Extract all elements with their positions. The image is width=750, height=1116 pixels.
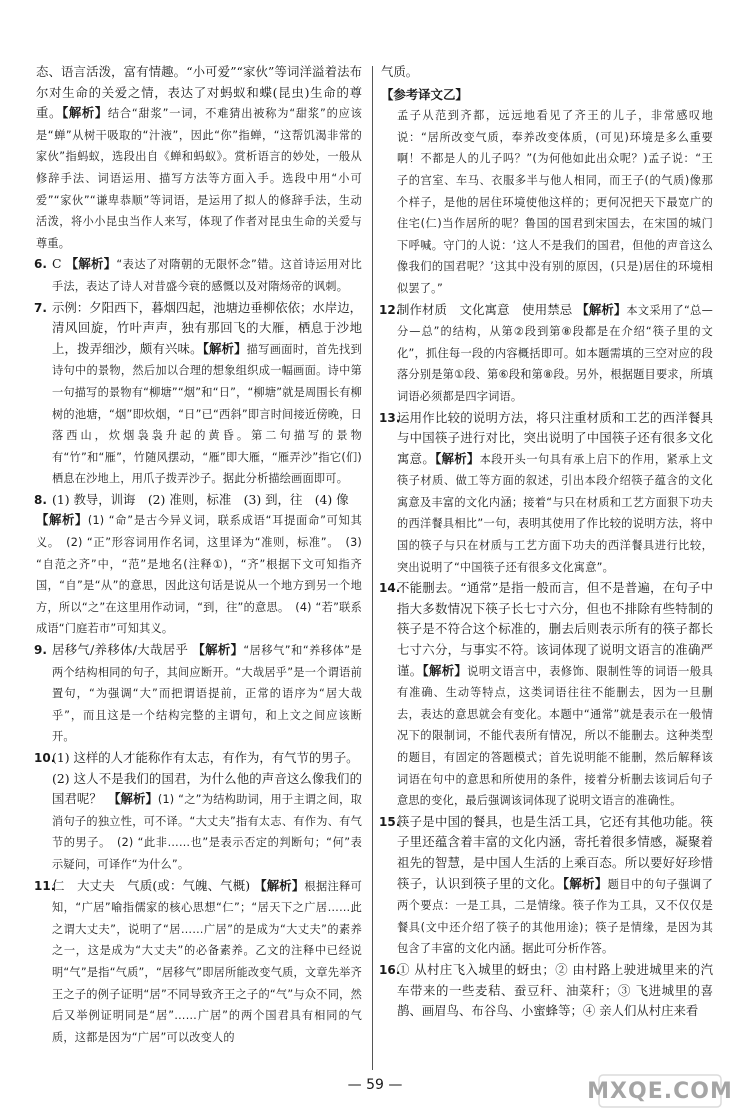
answer-text: 气质。 bbox=[381, 64, 419, 79]
paragraph bbox=[36, 62, 362, 254]
label-tag: 【解析】 bbox=[192, 642, 244, 658]
explanation-text: 本文采用了“总—分—总”的结构，从第②段到第⑧段都是在介绍“筷子里的文化”，抓住每一段的内容概括即可。如本题需填的三空对应的段落分别是第①段、第⑥段和第⑧段。另外，根据题目要求，所填词语必须都是四字词语。 bbox=[397, 303, 713, 403]
answer-item bbox=[381, 812, 713, 960]
column-divider bbox=[372, 66, 373, 1070]
answer-text: 筷子是中国的餐具，也是生活工具，它还有其他功能。筷子里还蕴含着丰富的文化内涵，寄托着很多情感，凝聚着祖先的智慧，是中国人生活的上乘百态。所以要好好珍惜筷子，认识到筷子里的文化。 bbox=[397, 813, 713, 891]
question-number: 14. bbox=[379, 581, 401, 596]
explanation-text: “表达了对隋朝的无限怀念”错。这首诗运用对比手法，表达了诗人对昔盛今衰的感慨以及对隋炀帝的讽刺。 bbox=[52, 258, 363, 293]
watermark-logo bbox=[587, 1074, 733, 1108]
section-title bbox=[381, 85, 713, 106]
label-tag: 【解析】 bbox=[36, 512, 88, 528]
label-tag: 【解析】 bbox=[576, 301, 627, 317]
label-tag: 【解析】 bbox=[62, 105, 108, 121]
label-tag: 【解析】 bbox=[422, 662, 468, 678]
explanation-text: (1) “命”是古今异义词，联系成语“耳提面命”可知其义。 (2) “正”形容词用作名词，这里译为“准则，标准”。 (3) “自范之齐”中，“范”是地名(注释①)，“齐”根据下文可知指齐国，“自”是“从”的意思，因此这句话是说从一个地方到另一个地方，所以“之”在这里用作动词，“到，往”的意思。 (4) “若”联系成语“门庭若市”可知其义。 bbox=[36, 514, 362, 636]
label-tag: 【参考译文乙】 bbox=[381, 86, 468, 102]
answer-text: 制作材质 文化寓意 使用禁忌 bbox=[397, 301, 577, 317]
question-number: 15. bbox=[379, 814, 401, 829]
answer-text: (1) 教导，训诲 (2) 准则，标准 (3) 到，往 (4) 像 bbox=[52, 491, 349, 507]
answer-text: C bbox=[52, 256, 66, 272]
answer-text: ① 从村庄飞入城里的蚜虫；② 由村路上驶进城里来的汽车带来的一些麦秸、蚕豆秆、油菜秆；③ 飞进城里的喜鹊、画眉鸟、布谷鸟、小蜜蜂等；④ 亲人们从村庄来看 bbox=[397, 961, 713, 1019]
answer-item bbox=[381, 960, 713, 1022]
question-number: 9. bbox=[34, 643, 47, 658]
explanation-text: (1) “之”为结构助词，用于主谓之间，取消句子的独立性，可不译。“大丈夫”指有太志、有作为、有气节的男子。 (2) “此非……也”是表示否定的判断句；“何”表示疑问，可译作“为什么”。 bbox=[52, 793, 362, 871]
watermark-text: MXQE.COM bbox=[587, 1079, 733, 1104]
answer-text: 不能删去。“通常”是指一般而言，但不是普遍，在句子中指大多数情况下筷子长七寸六分，但也不排除有些特制的筷子是不符合这个标准的，删去后则表示所有的筷子都长七寸六分，与事实不符。该词体现了说明文语言的准确严谨。 bbox=[397, 580, 713, 678]
answer-item bbox=[381, 408, 713, 579]
answer-text: 运用作比较的说明方法，将只注重材质和工艺的西洋餐具与中国筷子进行对比，突出说明了中国筷子还有很多文化寓意。 bbox=[397, 409, 713, 466]
answer-text: (1) 这样的人才能称作有太志，有作为，有气节的男子。 bbox=[52, 750, 359, 765]
paragraph bbox=[36, 510, 362, 640]
left-column bbox=[36, 62, 362, 1048]
answer-item bbox=[36, 254, 362, 297]
question-number: 13. bbox=[379, 410, 401, 425]
page-number: — 59 — bbox=[347, 1077, 403, 1093]
question-number: 16. bbox=[379, 962, 401, 977]
explanation-text: 本段开头一句具有承上启下的作用，紧承上文筷子材质、做工等方面的叙述，引出本段介绍筷子蕴含的文化寓意及丰富的文化内涵；接着“与只在材质和工艺方面狠下功夫的西洋餐具相比”一句，表明其使用了作比较的说明方法，将中国的筷子与只在材质与工艺方面下功夫的西洋餐具进行比较，突出说明了“中国筷子还有很多文化寓意”。 bbox=[397, 452, 713, 574]
label-tag: 【解析】 bbox=[254, 877, 305, 893]
answer-text: 居移气/养移体/大哉居乎 bbox=[52, 642, 193, 658]
question-number: 12. bbox=[379, 302, 401, 317]
explanation-text: 根据注释可知，“广居”喻指儒家的核心思想“仁”；“居天下之广居……此之谓大丈夫”，说明了“居……广居”的是成为“大丈夫”的素养之一，这是成为“大丈夫”的必备素养。乙文的注释中已经说明“气”是指“气质”，“居移气”即居所能改变气质，文章先举齐王之子的例子证明“居”不同导致齐王之子的“气”与众不同，然后又举例证明同是“居”……广居”的两个国君具有相同的气质，这都是因为“广居”可以改变人的 bbox=[52, 879, 363, 1044]
answer-item bbox=[36, 876, 362, 1049]
answer-text: 态、语言活泼，富有情趣。“小可爱”“家伙”等词洋溢着法布尔对生命的关爱之情，表达了对蚂蚁和蝶(昆虫)生命的尊重。 bbox=[36, 64, 362, 121]
label-tag: 【解析】 bbox=[65, 256, 117, 272]
paragraph bbox=[36, 769, 362, 876]
label-tag: 【解析】 bbox=[435, 450, 480, 466]
label-tag: 【解析】 bbox=[562, 875, 608, 891]
explanation-text: 描写画面时，首先找到诗句中的景物，然后加以合理的想象组织成一幅画面。诗中第一句描写的景物有“柳塘”“烟”和“日”，“柳塘”就是周围长有柳树的池塘，“烟”即炊烟，“日”已“西斜”即言时间接近傍晚，日落西山，炊烟袅袅升起的黄昏。第二句描写的景物有“竹”和“雁”，竹随风摆动，“雁”即大雁，“雁弄沙”指它(们)栖息在沙地上，用爪子拨弄沙子。据此分析描绘画面即可。 bbox=[52, 342, 362, 486]
paragraph bbox=[381, 62, 713, 83]
explanation-text: 结合“甜浆”一词，不难猜出被称为“甜浆”的应该是“蝉”从树干吸取的“汁液”，因此“你”指蝉，“这帮饥渴非常的家伙”指蚂蚁，选段出自《蝉和蚂蚁》。赏析语言的妙处，一般从修辞手法、词语运用、描写方法等方面入手。选段中用“小可爱”“家伙”“谦卑恭顺”等词语，是运用了拟人的修辞手法，生动活泼，将小小昆虫当作人来写，体现了作者对昆虫生命的关爱与尊重。 bbox=[36, 107, 362, 250]
answer-item bbox=[36, 640, 362, 748]
question-number: 7. bbox=[34, 300, 47, 315]
explanation-text: 题目中的句子强调了两个要点：一是工具，二是情缘。筷子作为工具，又不仅仅是餐具(文中还介绍了筷子的其他用途)；筷子是情缘，是因为其包含了丰富的文化内涵。据此可分析作答。 bbox=[397, 877, 713, 956]
question-number: 11. bbox=[34, 878, 56, 893]
answer-item bbox=[381, 578, 713, 812]
right-column bbox=[381, 62, 713, 1022]
answer-item bbox=[381, 300, 713, 408]
question-number: 8. bbox=[34, 492, 47, 507]
explanation-text: 说明文语言中，表修饰、限制性等的词语一般具有准确、生动等特点，这类词语往往不能删去，因为一旦删去，表达的意思就会有变化。本题中“通常”就是表示在一般情况下的限制词，不能代表所有情况，所以不能删去。这种类型的题目，有固定的答题模式；首先说明能不能删，然后解释该词语在句中的意思和所使用的条件，接着分析删去该词后句子意思的变化，最后强调该词体现了说明文语言的准确性。 bbox=[397, 664, 713, 808]
paragraph bbox=[381, 105, 713, 299]
label-tag: 【解析】 bbox=[202, 340, 247, 356]
answer-text: 仁 大丈夫 气质(或：气魄、气概) bbox=[52, 877, 255, 893]
answer-item bbox=[36, 298, 362, 490]
question-number: 10. bbox=[34, 751, 56, 765]
explanation-text: 孟子从范到齐都，远远地看见了齐王的儿子，非常感叹地说：“居所改变气质，奉养改变体质，(可见)环境是多么重要啊！不都是人的儿子吗？”(为何他如此出众呢？)孟子说：“王子的宫室、车马、衣服多半与他人相同，而王子(的气质)像那个样子，是他的居住环境使他这样的；更何况把天下最宽广的住宅(仁)当作居所的呢？鲁国的国君到宋国去，在宋国的城门下呼喊。守门的人说：‘这人不是我们的国君，但他的声音这么像我们的国君呢？’这其中没有别的原因，(只是)居住的环境相似罢了。” bbox=[397, 109, 713, 295]
question-number: 6. bbox=[34, 257, 47, 272]
explanation-text: “居移气”和“养移体”是两个结构相同的句子，其间应断开。“大哉居乎”是一个谓语前置句，“为强调“大”而把谓语提前，正常的语序为“居大哉乎”，而且这是一个结构完整的主谓句，和上文之间应该断开。 bbox=[52, 644, 363, 744]
label-tag: 【解析】 bbox=[114, 791, 158, 807]
answer-text: (2) 这人不是我们的国君，为什么他的声音这么像我们的国君呢？ bbox=[52, 770, 362, 807]
answer-item bbox=[36, 748, 362, 769]
answer-text: 示例：夕阳西下，暮烟四起，池塘边垂柳依依；水岸边，清风回旋，竹叶声声，独有那回飞的大雁，栖息于沙地上，拨弄细沙，颇有兴味。 bbox=[52, 299, 362, 356]
answer-item bbox=[36, 490, 362, 511]
